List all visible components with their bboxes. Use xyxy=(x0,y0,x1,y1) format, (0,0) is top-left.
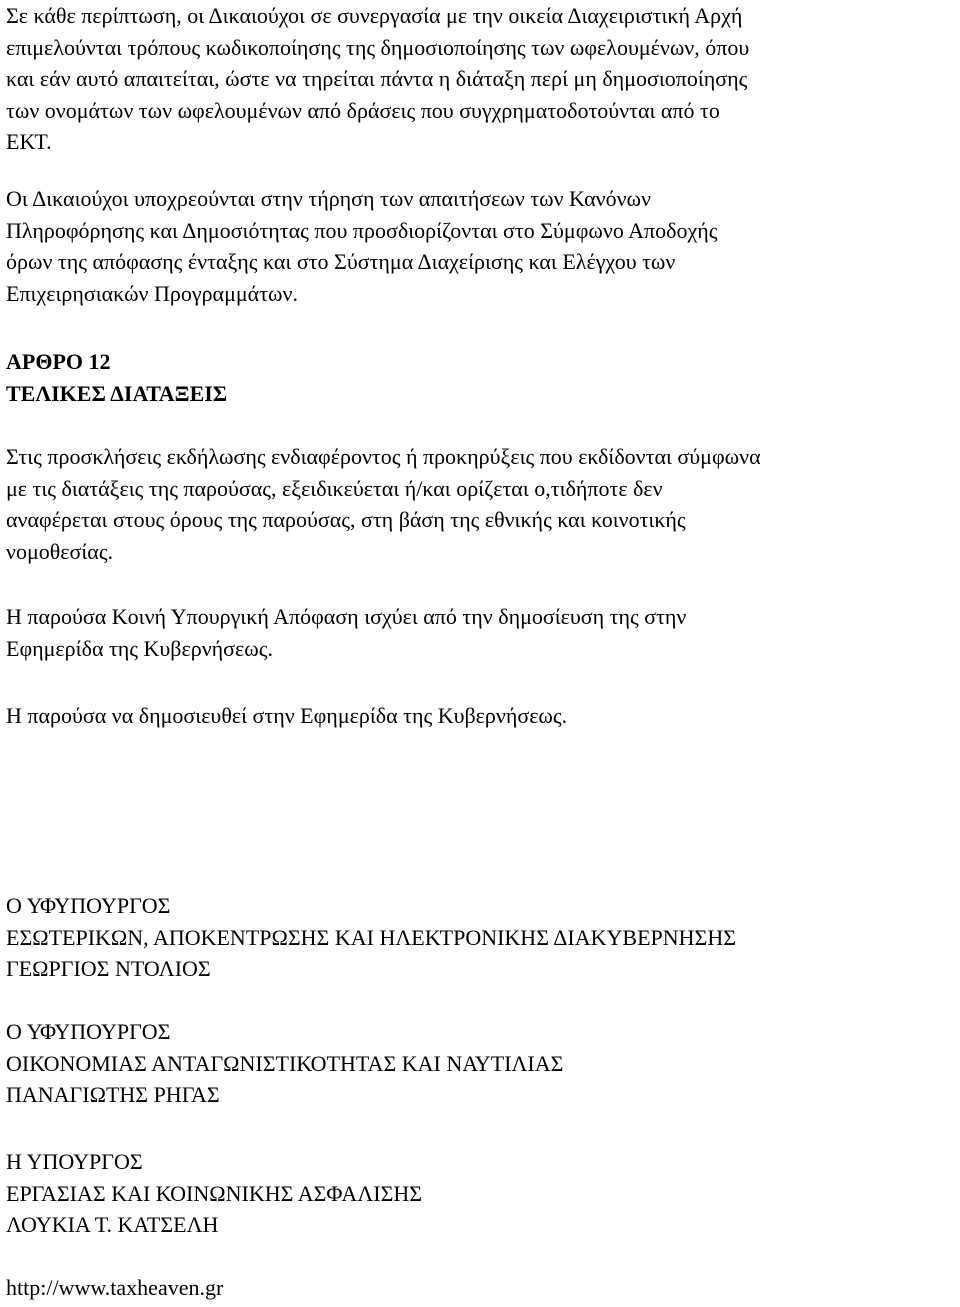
text-line: επιμελούνται τρόπους κωδικοποίησης της δημοσιοποίησης των ωφελουμένων, όπου xyxy=(6,34,750,60)
text-line: και εάν αυτό απαιτείται, ώστε να τηρείται πάντα η διάταξη περί μη δημοσιοποίησης xyxy=(6,66,748,91)
paragraph-publication xyxy=(6,700,567,732)
signature-name: ΠΑΝΑΓΙΩΤΗΣ ΡΗΓΑΣ xyxy=(6,1082,220,1107)
signature-ministry: ΟΙΚΟΝΟΜΙΑΣ ΑΝΤΑΓΩΝΙΣΤΙΚΟΤΗΤΑΣ ΚΑΙ ΝΑΥΤΙΛΙΑΣ xyxy=(6,1050,564,1076)
text-line: ΕΚΤ. xyxy=(6,129,52,154)
paragraph-beneficiaries-coding xyxy=(6,0,749,158)
text-line: αναφέρεται στους όρους της παρούσας, στη βάση της εθνικής και κοινοτικής xyxy=(6,507,686,532)
text-line: Η παρούσα Κοινή Υπουργική Απόφαση ισχύει από την δημοσίευση της στην xyxy=(6,604,687,629)
signature-role: Η ΥΠΟΥΡΓΟΣ xyxy=(6,1149,143,1174)
signature-block xyxy=(6,1016,563,1111)
signature-ministry: ΕΣΩΤΕΡΙΚΩΝ, ΑΠΟΚΕΝΤΡΩΣΗΣ ΚΑΙ ΗΛΕΚΤΡΟΝΙΚΗΣ ΔΙΑΚΥΒΕΡΝΗΣΗΣ xyxy=(6,924,737,950)
text-line: Στις προσκλήσεις εκδήλωσης ενδιαφέροντος ή προκηρύξεις που εκδίδονται σύμφωνα xyxy=(6,444,761,469)
source-url-link[interactable]: http://www.taxheaven.gr xyxy=(6,1275,224,1300)
signature-block xyxy=(6,1146,422,1241)
article-heading xyxy=(6,346,227,409)
text-line: Οι Δικαιούχοι υποχρεούνται στην τήρηση των απαιτήσεων των Κανόνων xyxy=(6,186,651,211)
signature-role: Ο ΥΦΥΠΟΥΡΓΟΣ xyxy=(6,893,171,918)
article-number: ΑΡΘΡΟ 12 xyxy=(6,349,111,374)
text-line: Σε κάθε περίπτωση, οι Δικαιούχοι σε συνεργασία με την οικεία Διαχειριστική Αρχή xyxy=(6,3,743,28)
text-line: Πληροφόρησης και Δημοσιότητας που προσδιορίζονται στο Σύμφωνο Αποδοχής xyxy=(6,217,718,243)
text-line: όρων της απόφασης ένταξης και στο Σύστημα Διαχείρισης και Ελέγχου των xyxy=(6,249,676,274)
paragraph-publicity-obligations xyxy=(6,183,717,309)
signature-ministry: ΕΡΓΑΣΙΑΣ ΚΑΙ ΚΟΙΝΩΝΙΚΗΣ ΑΣΦΑΛΙΣΗΣ xyxy=(6,1180,423,1206)
text-line: Εφημερίδα της Κυβερνήσεως. xyxy=(6,635,273,661)
signature-role: Ο ΥΦΥΠΟΥΡΓΟΣ xyxy=(6,1019,171,1044)
article-title: ΤΕΛΙΚΕΣ ΔΙΑΤΑΞΕΙΣ xyxy=(6,380,228,406)
signature-name: ΛΟΥΚΙΑ Τ. ΚΑΤΣΕΛΗ xyxy=(6,1212,219,1237)
text-line: Η παρούσα να δημοσιευθεί στην Εφημερίδα της Κυβερνήσεως. xyxy=(6,703,568,728)
text-line: με τις διατάξεις της παρούσας, εξειδικεύεται ή/και ορίζεται ο,τιδήποτε δεν xyxy=(6,475,663,501)
text-line: των ονομάτων των ωφελουμένων από δράσεις που συγχρηματοδοτούνται από το xyxy=(6,97,720,123)
text-line: νομοθεσίας. xyxy=(6,538,114,564)
paragraph-calls-for-interest xyxy=(6,441,761,567)
text-line: Επιχειρησιακών Προγραμμάτων. xyxy=(6,280,298,306)
paragraph-validity xyxy=(6,601,686,664)
signature-block xyxy=(6,890,736,985)
signature-name: ΓΕΩΡΓΙΟΣ ΝΤΟΛΙΟΣ xyxy=(6,956,211,981)
